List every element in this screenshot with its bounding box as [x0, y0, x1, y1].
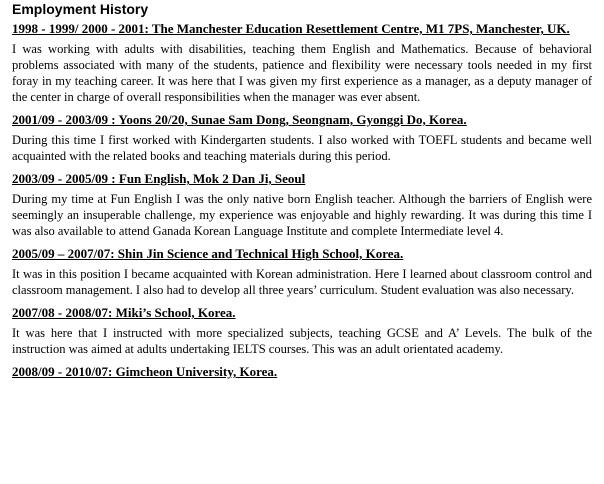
entry-heading: 2005/09 – 2007/07: Shin Jin Science and Technical High School, Korea. [12, 246, 404, 261]
employment-entry [12, 304, 592, 357]
entry-body: During this time I first worked with Kindergarten students. I also worked with TOEFL students and became well acquainted with the related books and teaching materials during this period. [12, 133, 592, 163]
entry-heading: 2001/09 - 2003/09 : Yoons 20/20, Sunae Sam Dong, Seongnam, Gyonggi Do, Korea. [12, 112, 467, 127]
employment-entry [12, 111, 592, 164]
employment-entry [12, 20, 592, 105]
entry-body: During my time at Fun English I was the only native born English teacher. Although the barriers of English were seemingly an insuperable challenge, my experience was enjoyable and highly rewarding. It was during this time I was also available to attend Ganada Korean Language Institute and complete Intermediate level 4. [12, 192, 592, 238]
entry-heading: 1998 - 1999/ 2000 - 2001: The Manchester Education Resettlement Centre, M1 7PS, Manchester, UK. [12, 21, 570, 36]
employment-entry [12, 170, 592, 239]
section-title: Employment History [12, 1, 149, 17]
entry-heading: 2003/09 - 2005/09 : Fun English, Mok 2 Dan Ji, Seoul [12, 171, 306, 186]
entry-heading: 2007/08 - 2008/07: Miki’s School, Korea. [12, 305, 236, 320]
entry-heading: 2008/09 - 2010/07: Gimcheon University, Korea. [12, 364, 278, 379]
entry-body: I was working with adults with disabilities, teaching them English and Mathematics. Because of behavioral problems associated with many of the students, patience and flexibility were necessary tools needed in my first foray in my teaching career. It was here that I was given my first experience as a manager, as a deputy manager of the center in charge of overall responsibilities when the manager was ever absent. [12, 42, 592, 104]
entry-body: It was here that I instructed with more specialized subjects, teaching GCSE and A’ Levels. The bulk of the instruction was aimed at adults undertaking IELTS courses. This was an adult orientated academy. [12, 326, 592, 356]
employment-entry [12, 245, 592, 298]
document-page [12, 0, 592, 380]
entry-body: It was in this position I became acquainted with Korean administration. Here I learned about classroom control and classroom management. I also had to develop all three years’ curriculum. Student evaluation was also necessary. [12, 267, 592, 297]
employment-entry [12, 363, 592, 380]
